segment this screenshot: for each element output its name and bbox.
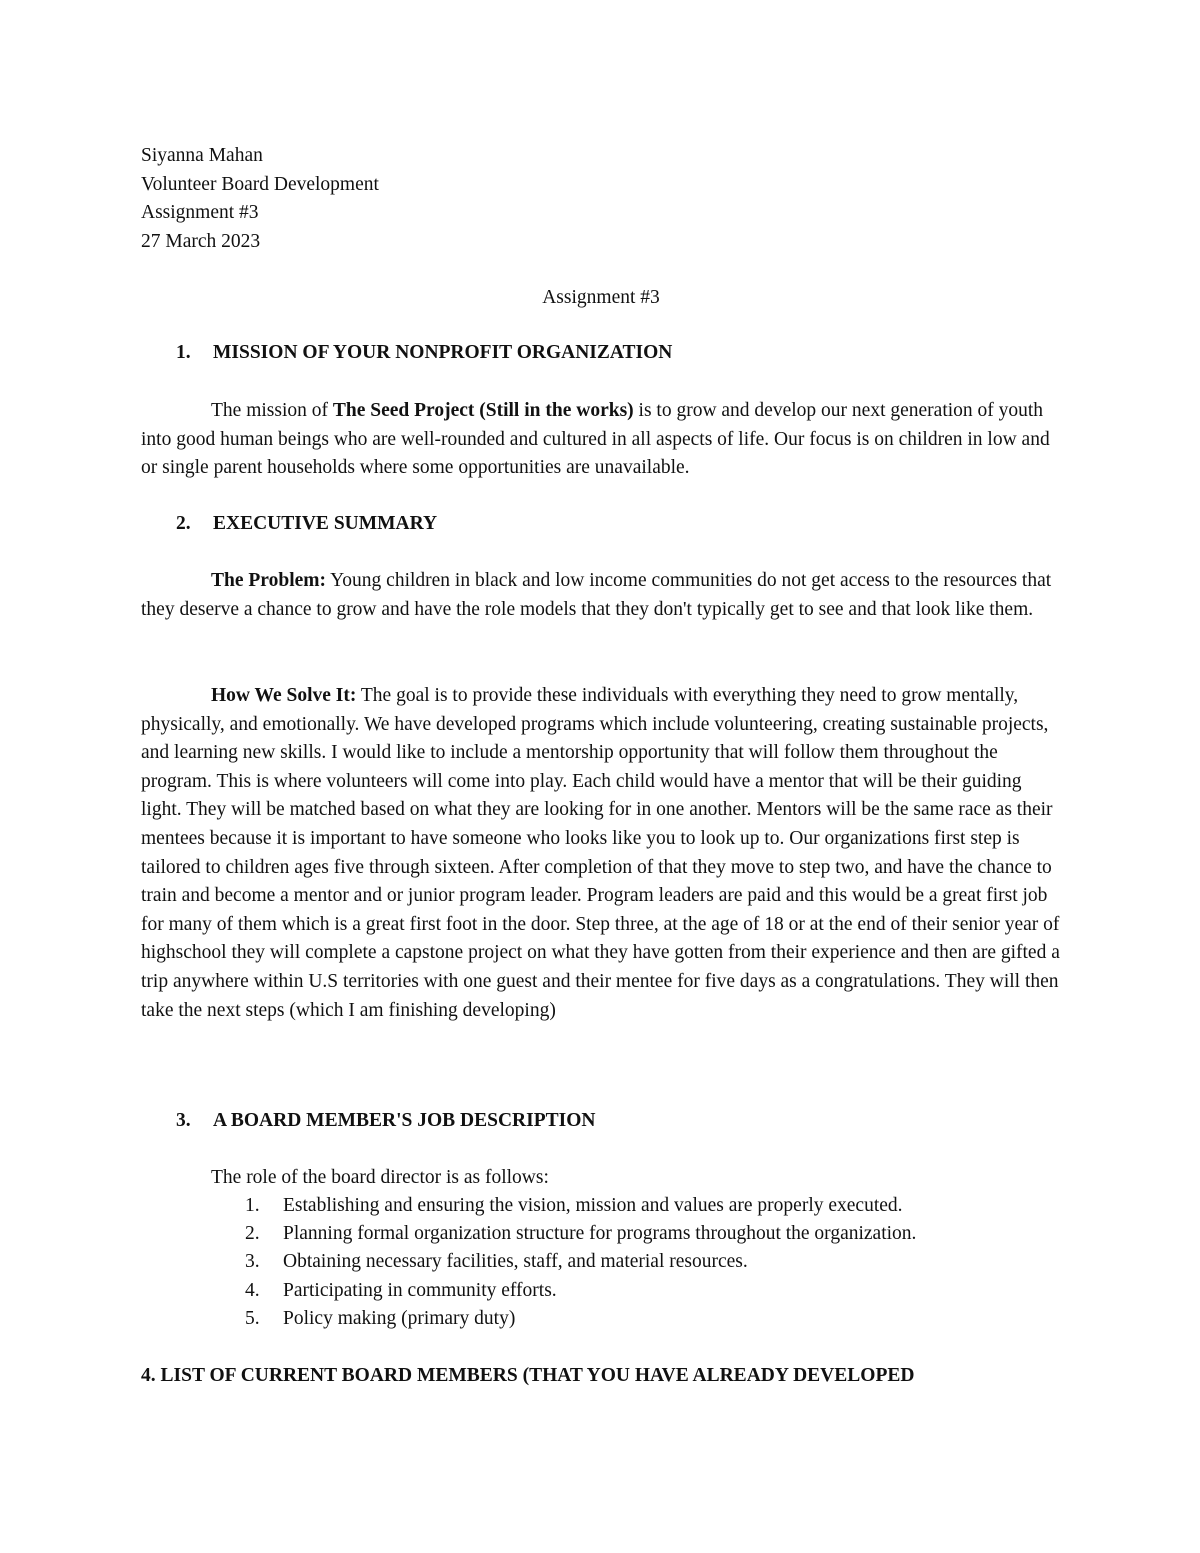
section-4-number: 4. — [141, 1365, 156, 1386]
duties-list — [245, 1192, 916, 1333]
section-2-title: EXECUTIVE SUMMARY — [213, 513, 438, 534]
section-4-heading — [141, 1364, 914, 1388]
list-item-text: Planning formal organization structure for programs throughout the organization. — [283, 1223, 917, 1245]
list-item-number: 5. — [245, 1307, 260, 1329]
section-4-title: LIST OF CURRENT BOARD MEMBERS (THAT YOU HAVE ALREADY DEVELOPED — [160, 1365, 915, 1386]
assignment-label: Assignment #3 — [141, 202, 259, 224]
section-3-heading — [176, 1109, 595, 1133]
mission-paragraph — [141, 397, 1061, 483]
section-2-heading — [176, 512, 437, 536]
list-item-number: 4. — [245, 1279, 260, 1301]
document-header — [141, 142, 379, 256]
document-date: 27 March 2023 — [141, 230, 261, 252]
course-name: Volunteer Board Development — [141, 173, 379, 195]
list-item-text: Policy making (primary duty) — [283, 1307, 516, 1329]
section-3-title: A BOARD MEMBER'S JOB DESCRIPTION — [213, 1110, 596, 1131]
list-item — [245, 1277, 916, 1305]
problem-paragraph — [141, 567, 1061, 624]
section-3-number: 3. — [176, 1110, 191, 1131]
duties-intro: The role of the board director is as follows: — [211, 1167, 549, 1188]
mission-prefix: The mission of — [211, 400, 333, 421]
list-item-number: 1. — [245, 1195, 260, 1216]
section-1-heading — [176, 341, 672, 365]
list-item — [245, 1192, 916, 1220]
mission-text: is to grow and develop our next generation of youth into good human beings who are well-rounded and cultured in all aspects of life. Our focus is on children in low and or single parent households where some opportunities are unavailable. — [141, 400, 1050, 479]
list-item-number: 3. — [245, 1251, 260, 1273]
section-2-number: 2. — [176, 513, 191, 534]
list-item-number: 2. — [245, 1223, 260, 1245]
list-item-text: Establishing and ensuring the vision, mission and values are properly executed. — [283, 1195, 903, 1216]
list-item — [245, 1220, 916, 1248]
organization-name: The Seed Project (Still in the works) — [332, 400, 634, 421]
list-item-text: Participating in community efforts. — [283, 1279, 557, 1301]
document-title-text: Assignment #3 — [542, 287, 660, 308]
section-1-title: MISSION OF YOUR NONPROFIT ORGANIZATION — [213, 342, 673, 363]
solution-paragraph — [141, 682, 1061, 1025]
problem-text: Young children in black and low income communities do not get access to the resources that they deserve a chance to grow and have the role models that they don't typically get to see and that look like them. — [141, 570, 1052, 620]
author-name: Siyanna Mahan — [141, 145, 263, 166]
document-title — [0, 284, 1200, 312]
list-item — [245, 1305, 916, 1333]
list-item — [245, 1248, 916, 1276]
list-item-text: Obtaining necessary facilities, staff, and material resources. — [283, 1251, 748, 1273]
section-1-number: 1. — [176, 342, 191, 363]
solution-text: The goal is to provide these individuals with everything they need to grow mentally, physically, and emotionally. We have developed programs which include volunteering, creating sustainable projects, and learning new skills. I would like to include a mentorship opportunity that will follow them throughout the program. This is where volunteers will come into play. Each child would have a mentor that will be their guiding light. They will be matched based on what they are looking for in one another. Mentors will be the same race as their mentees because it is important to have someone who looks like you to look up to. Our organizations first step is tailored to children ages five through sixteen. After completion of that they move to step two, and have the chance to train and become a mentor and or junior program leader. Program leaders are paid and this would be a great first job for many of them which is a great first foot in the door. Step three, at the age of 18 or at the end of their senior year of highschool they will complete a capstone project on what they have gotten from their experience and then are gifted a trip anywhere within U.S territories with one guest and their mentee for five days as a congratulations. They will then take the next steps (which I am finishing developing) — [141, 685, 1060, 1021]
problem-label: The Problem: — [211, 570, 327, 591]
solution-label: How We Solve It: — [211, 685, 357, 706]
